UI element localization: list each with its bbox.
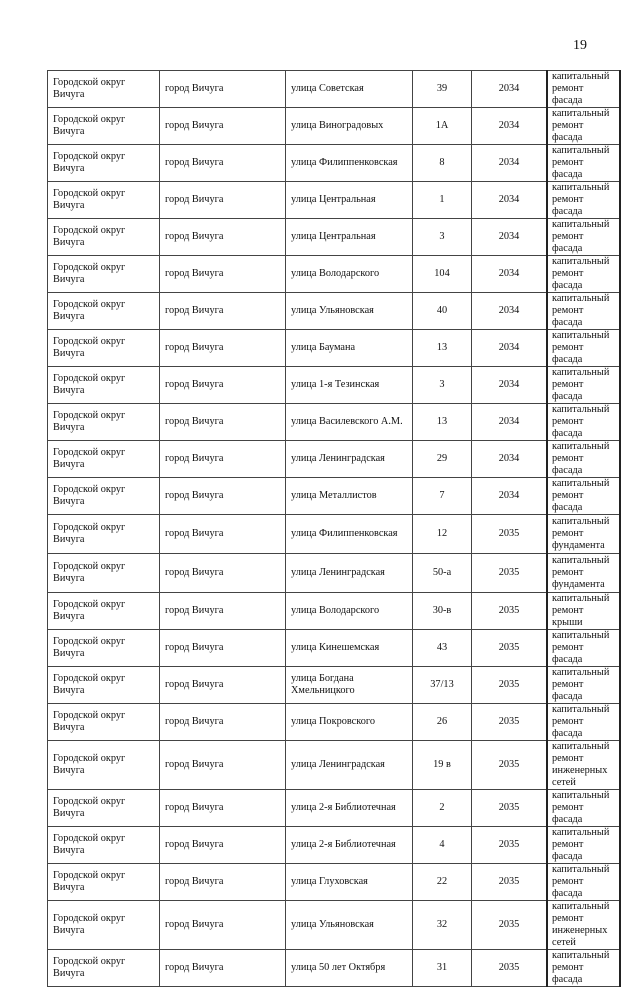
house-number-cell: 13 [413, 330, 472, 367]
work-type-cell: капитальный ремонт фасада [547, 704, 620, 741]
work-type-cell: капитальный ремонт фасада [547, 219, 620, 256]
repair-schedule-table [47, 70, 621, 987]
street-cell: улица Филиппенковская [286, 145, 413, 182]
district-cell: Городской округ Вичуга [48, 630, 160, 667]
work-type-cell: капитальный ремонт фасада [547, 330, 620, 367]
district-cell: Городской округ Вичуга [48, 71, 160, 108]
table-row [48, 790, 621, 827]
table-row [48, 827, 621, 864]
district-cell: Городской округ Вичуга [48, 219, 160, 256]
table-row [48, 741, 621, 790]
work-type-cell: капитальный ремонт фасада [547, 950, 620, 987]
street-cell: улица Ульяновская [286, 901, 413, 950]
table-row [48, 182, 621, 219]
work-type-cell: капитальный ремонт фундамента [547, 515, 620, 554]
year-cell: 2034 [472, 145, 548, 182]
house-number-cell: 26 [413, 704, 472, 741]
year-cell: 2034 [472, 441, 548, 478]
district-cell: Городской округ Вичуга [48, 790, 160, 827]
street-cell: улица Советская [286, 71, 413, 108]
district-cell: Городской округ Вичуга [48, 404, 160, 441]
district-cell: Городской округ Вичуга [48, 950, 160, 987]
table-row [48, 704, 621, 741]
table-row [48, 554, 621, 593]
settlement-cell: город Вичуга [160, 950, 286, 987]
settlement-cell: город Вичуга [160, 145, 286, 182]
house-number-cell: 39 [413, 71, 472, 108]
year-cell: 2034 [472, 478, 548, 515]
work-type-cell: капитальный ремонт фасада [547, 404, 620, 441]
table-row [48, 330, 621, 367]
year-cell: 2034 [472, 367, 548, 404]
year-cell: 2034 [472, 108, 548, 145]
street-cell: улица 2-я Библиотечная [286, 790, 413, 827]
house-number-cell: 13 [413, 404, 472, 441]
settlement-cell: город Вичуга [160, 256, 286, 293]
street-cell: улица Центральная [286, 182, 413, 219]
district-cell: Городской округ Вичуга [48, 330, 160, 367]
table-row [48, 630, 621, 667]
year-cell: 2034 [472, 71, 548, 108]
table-row [48, 478, 621, 515]
house-number-cell: 29 [413, 441, 472, 478]
table-row [48, 404, 621, 441]
table-row [48, 145, 621, 182]
street-cell: улица Володарского [286, 256, 413, 293]
house-number-cell: 31 [413, 950, 472, 987]
district-cell: Городской округ Вичуга [48, 515, 160, 554]
settlement-cell: город Вичуга [160, 219, 286, 256]
settlement-cell: город Вичуга [160, 630, 286, 667]
district-cell: Городской округ Вичуга [48, 901, 160, 950]
year-cell: 2034 [472, 330, 548, 367]
district-cell: Городской округ Вичуга [48, 827, 160, 864]
house-number-cell: 12 [413, 515, 472, 554]
year-cell: 2035 [472, 864, 548, 901]
house-number-cell: 3 [413, 219, 472, 256]
street-cell: улица 1-я Тезинская [286, 367, 413, 404]
settlement-cell: город Вичуга [160, 790, 286, 827]
street-cell: улица Филиппенковская [286, 515, 413, 554]
house-number-cell: 32 [413, 901, 472, 950]
table-row [48, 441, 621, 478]
district-cell: Городской округ Вичуга [48, 593, 160, 630]
work-type-cell: капитальный ремонт фасада [547, 790, 620, 827]
house-number-cell: 4 [413, 827, 472, 864]
work-type-cell: капитальный ремонт фасада [547, 145, 620, 182]
work-type-cell: капитальный ремонт фасада [547, 71, 620, 108]
table-row [48, 256, 621, 293]
house-number-cell: 40 [413, 293, 472, 330]
year-cell: 2035 [472, 901, 548, 950]
settlement-cell: город Вичуга [160, 554, 286, 593]
street-cell: улица Глуховская [286, 864, 413, 901]
district-cell: Городской округ Вичуга [48, 145, 160, 182]
year-cell: 2035 [472, 950, 548, 987]
year-cell: 2035 [472, 790, 548, 827]
settlement-cell: город Вичуга [160, 441, 286, 478]
district-cell: Городской округ Вичуга [48, 864, 160, 901]
house-number-cell: 37/13 [413, 667, 472, 704]
district-cell: Городской округ Вичуга [48, 478, 160, 515]
settlement-cell: город Вичуга [160, 704, 286, 741]
street-cell: улица Богдана Хмельницкого [286, 667, 413, 704]
street-cell: улица Ленинградская [286, 741, 413, 790]
work-type-cell: капитальный ремонт фасада [547, 108, 620, 145]
work-type-cell: капитальный ремонт фасада [547, 864, 620, 901]
year-cell: 2035 [472, 704, 548, 741]
year-cell: 2034 [472, 256, 548, 293]
district-cell: Городской округ Вичуга [48, 256, 160, 293]
work-type-cell: капитальный ремонт фасада [547, 630, 620, 667]
house-number-cell: 104 [413, 256, 472, 293]
table-row [48, 901, 621, 950]
house-number-cell: 1А [413, 108, 472, 145]
year-cell: 2034 [472, 404, 548, 441]
work-type-cell: капитальный ремонт фасада [547, 478, 620, 515]
settlement-cell: город Вичуга [160, 182, 286, 219]
settlement-cell: город Вичуга [160, 478, 286, 515]
district-cell: Городской округ Вичуга [48, 293, 160, 330]
district-cell: Городской округ Вичуга [48, 667, 160, 704]
work-type-cell: капитальный ремонт инженерных сетей [547, 741, 620, 790]
table-row [48, 593, 621, 630]
settlement-cell: город Вичуга [160, 108, 286, 145]
district-cell: Городской округ Вичуга [48, 554, 160, 593]
settlement-cell: город Вичуга [160, 593, 286, 630]
table-row [48, 515, 621, 554]
district-cell: Городской округ Вичуга [48, 182, 160, 219]
street-cell: улица Кинешемская [286, 630, 413, 667]
house-number-cell: 30-в [413, 593, 472, 630]
year-cell: 2035 [472, 515, 548, 554]
house-number-cell: 22 [413, 864, 472, 901]
settlement-cell: город Вичуга [160, 515, 286, 554]
street-cell: улица Центральная [286, 219, 413, 256]
work-type-cell: капитальный ремонт фасада [547, 293, 620, 330]
settlement-cell: город Вичуга [160, 667, 286, 704]
year-cell: 2035 [472, 827, 548, 864]
house-number-cell: 3 [413, 367, 472, 404]
year-cell: 2034 [472, 182, 548, 219]
work-type-cell: капитальный ремонт фасада [547, 441, 620, 478]
table-row [48, 108, 621, 145]
table-row [48, 667, 621, 704]
house-number-cell: 43 [413, 630, 472, 667]
year-cell: 2035 [472, 593, 548, 630]
settlement-cell: город Вичуга [160, 293, 286, 330]
settlement-cell: город Вичуга [160, 741, 286, 790]
settlement-cell: город Вичуга [160, 864, 286, 901]
house-number-cell: 2 [413, 790, 472, 827]
settlement-cell: город Вичуга [160, 71, 286, 108]
district-cell: Городской округ Вичуга [48, 108, 160, 145]
table-row [48, 367, 621, 404]
table-row [48, 219, 621, 256]
work-type-cell: капитальный ремонт фасада [547, 182, 620, 219]
street-cell: улица Металлистов [286, 478, 413, 515]
work-type-cell: капитальный ремонт фасада [547, 367, 620, 404]
street-cell: улица Ленинградская [286, 554, 413, 593]
settlement-cell: город Вичуга [160, 330, 286, 367]
work-type-cell: капитальный ремонт крыши [547, 593, 620, 630]
page-number: 19 [573, 38, 587, 53]
district-cell: Городской округ Вичуга [48, 367, 160, 404]
house-number-cell: 7 [413, 478, 472, 515]
year-cell: 2035 [472, 741, 548, 790]
year-cell: 2034 [472, 219, 548, 256]
street-cell: улица Ульяновская [286, 293, 413, 330]
work-type-cell: капитальный ремонт инженерных сетей [547, 901, 620, 950]
table-body [48, 71, 621, 987]
street-cell: улица Покровского [286, 704, 413, 741]
work-type-cell: капитальный ремонт фундамента [547, 554, 620, 593]
year-cell: 2035 [472, 667, 548, 704]
settlement-cell: город Вичуга [160, 404, 286, 441]
year-cell: 2035 [472, 554, 548, 593]
house-number-cell: 1 [413, 182, 472, 219]
work-type-cell: капитальный ремонт фасада [547, 256, 620, 293]
street-cell: улица Василевского А.М. [286, 404, 413, 441]
street-cell: улица Ленинградская [286, 441, 413, 478]
table-row [48, 950, 621, 987]
settlement-cell: город Вичуга [160, 367, 286, 404]
table-row [48, 71, 621, 108]
district-cell: Городской округ Вичуга [48, 704, 160, 741]
year-cell: 2034 [472, 293, 548, 330]
house-number-cell: 19 в [413, 741, 472, 790]
settlement-cell: город Вичуга [160, 901, 286, 950]
street-cell: улица 2-я Библиотечная [286, 827, 413, 864]
work-type-cell: капитальный ремонт фасада [547, 667, 620, 704]
street-cell: улица 50 лет Октября [286, 950, 413, 987]
district-cell: Городской округ Вичуга [48, 441, 160, 478]
table-row [48, 864, 621, 901]
street-cell: улица Виноградовых [286, 108, 413, 145]
house-number-cell: 8 [413, 145, 472, 182]
house-number-cell: 50-а [413, 554, 472, 593]
settlement-cell: город Вичуга [160, 827, 286, 864]
street-cell: улица Володарского [286, 593, 413, 630]
district-cell: Городской округ Вичуга [48, 741, 160, 790]
table-row [48, 293, 621, 330]
street-cell: улица Баумана [286, 330, 413, 367]
work-type-cell: капитальный ремонт фасада [547, 827, 620, 864]
year-cell: 2035 [472, 630, 548, 667]
